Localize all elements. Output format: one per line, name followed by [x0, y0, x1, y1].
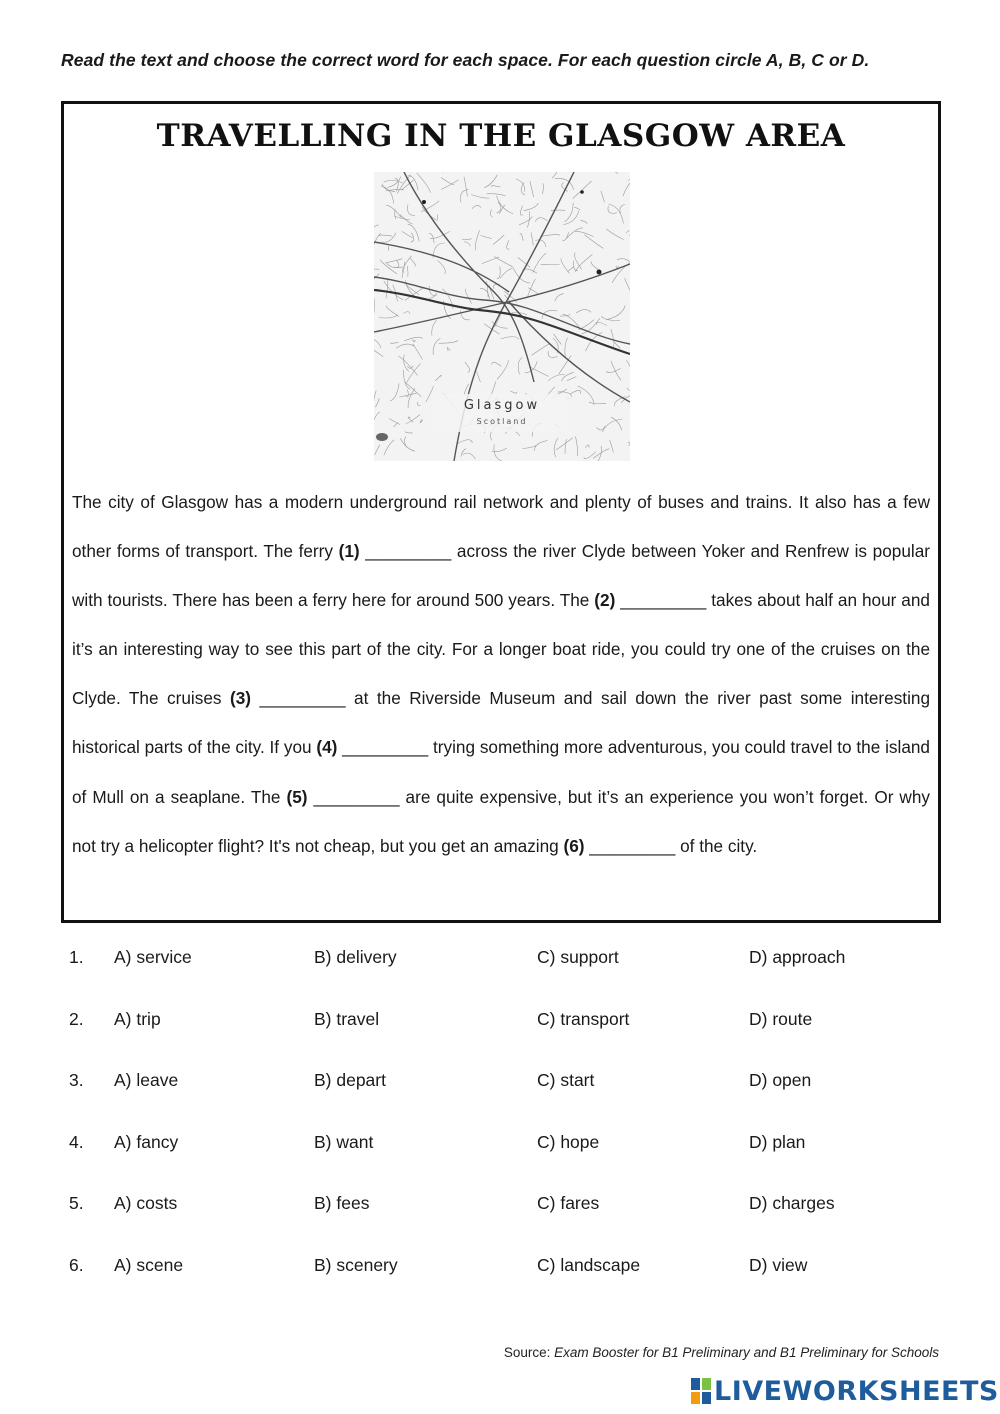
passage-segment: _________ are quite expensive, but it’s an experience you won’t forget. Or why not try a helicopter flight? It's not cheap, but you get an amazing: [72, 786, 930, 856]
passage-segment: _________ at the Riverside Museum and sail down the river past some interesting historical parts of the city. If you: [72, 688, 931, 758]
option-a[interactable]: A) fancy: [114, 1131, 179, 1152]
blank-number: (3): [229, 688, 251, 709]
option-d[interactable]: D) charges: [749, 1193, 835, 1214]
question-row: [68, 1249, 948, 1311]
option-a[interactable]: A) costs: [114, 1193, 178, 1214]
question-row: [68, 1064, 948, 1126]
blank-number: (4): [316, 737, 338, 758]
option-c[interactable]: C) fares: [537, 1193, 600, 1214]
question-number: 1.: [69, 947, 84, 967]
question-number: 6.: [69, 1254, 84, 1275]
option-a[interactable]: A) leave: [114, 1070, 179, 1091]
question-row: [68, 941, 948, 1003]
option-d[interactable]: D) plan: [749, 1131, 806, 1152]
passage-segment: _________ trying something more adventurous, you could travel to the island of Mull on a seaplane. The: [72, 737, 930, 807]
option-b[interactable]: B) want: [314, 1131, 374, 1152]
instruction-text: Read the text and choose the correct word for each space. For each question circle A, B, C or D.: [61, 50, 870, 70]
question-row: [68, 1126, 948, 1188]
map-city-label: Glasgow: [463, 398, 541, 413]
passage-text: [72, 478, 930, 871]
option-d[interactable]: D) open: [749, 1070, 812, 1091]
question-number: 4.: [69, 1131, 84, 1152]
question-row: [68, 1003, 948, 1065]
source-label: Source:: [503, 1345, 555, 1360]
question-row: [68, 1187, 948, 1249]
option-b[interactable]: B) delivery: [314, 947, 397, 967]
blank-number: (1): [338, 541, 360, 562]
question-number: 5.: [69, 1193, 84, 1214]
option-b[interactable]: B) travel: [314, 1008, 380, 1029]
option-b[interactable]: B) depart: [314, 1070, 386, 1091]
passage-segment: _________ takes about half an hour and it’s an interesting way to see this part of the city. For a longer boat ride, you could try one of the cruises on the Clyde. The cruises: [72, 590, 930, 709]
logo-icon: [691, 1378, 711, 1404]
glasgow-map-image: [374, 172, 630, 461]
passage-box: [61, 101, 941, 923]
source-title: Exam Booster for B1 Preliminary and B1 Preliminary for Schools: [554, 1345, 939, 1360]
map-country-label: Scotland: [476, 417, 528, 426]
option-c[interactable]: C) start: [537, 1070, 595, 1091]
option-a[interactable]: A) scene: [114, 1254, 184, 1275]
blank-number: (5): [286, 786, 308, 807]
passage-segment: The city of Glasgow has a modern underground rail network and plenty of buses and trains. It also has a few other forms of transport. The ferry: [72, 492, 930, 562]
logo-text: LIVEWORKSHEETS: [714, 1375, 999, 1407]
option-d[interactable]: D) route: [749, 1008, 813, 1029]
option-c[interactable]: C) support: [537, 947, 619, 967]
answer-options-list: [68, 941, 948, 1311]
blank-number: (6): [563, 835, 585, 856]
option-c[interactable]: C) hope: [537, 1131, 600, 1152]
source-credit: [504, 1345, 939, 1360]
passage-segment: _________ of the city.: [584, 835, 758, 856]
liveworksheets-logo: [691, 1375, 999, 1407]
option-b[interactable]: B) scenery: [314, 1254, 398, 1275]
option-a[interactable]: A) trip: [114, 1008, 161, 1029]
blank-number: (2): [594, 590, 616, 611]
question-number: 2.: [69, 1008, 84, 1029]
option-b[interactable]: B) fees: [314, 1193, 370, 1214]
option-a[interactable]: A) service: [114, 947, 192, 967]
option-d[interactable]: D) view: [749, 1254, 808, 1275]
passage-segment: _________ across the river Clyde between Yoker and Renfrew is popular with tourists. There has been a ferry here for around 500 years. The: [72, 541, 930, 611]
option-c[interactable]: C) landscape: [537, 1254, 641, 1275]
question-number: 3.: [69, 1070, 84, 1091]
passage-title: TRAVELLING IN THE GLASGOW AREA: [156, 118, 846, 154]
option-c[interactable]: C) transport: [537, 1008, 630, 1029]
option-d[interactable]: D) approach: [749, 947, 846, 967]
